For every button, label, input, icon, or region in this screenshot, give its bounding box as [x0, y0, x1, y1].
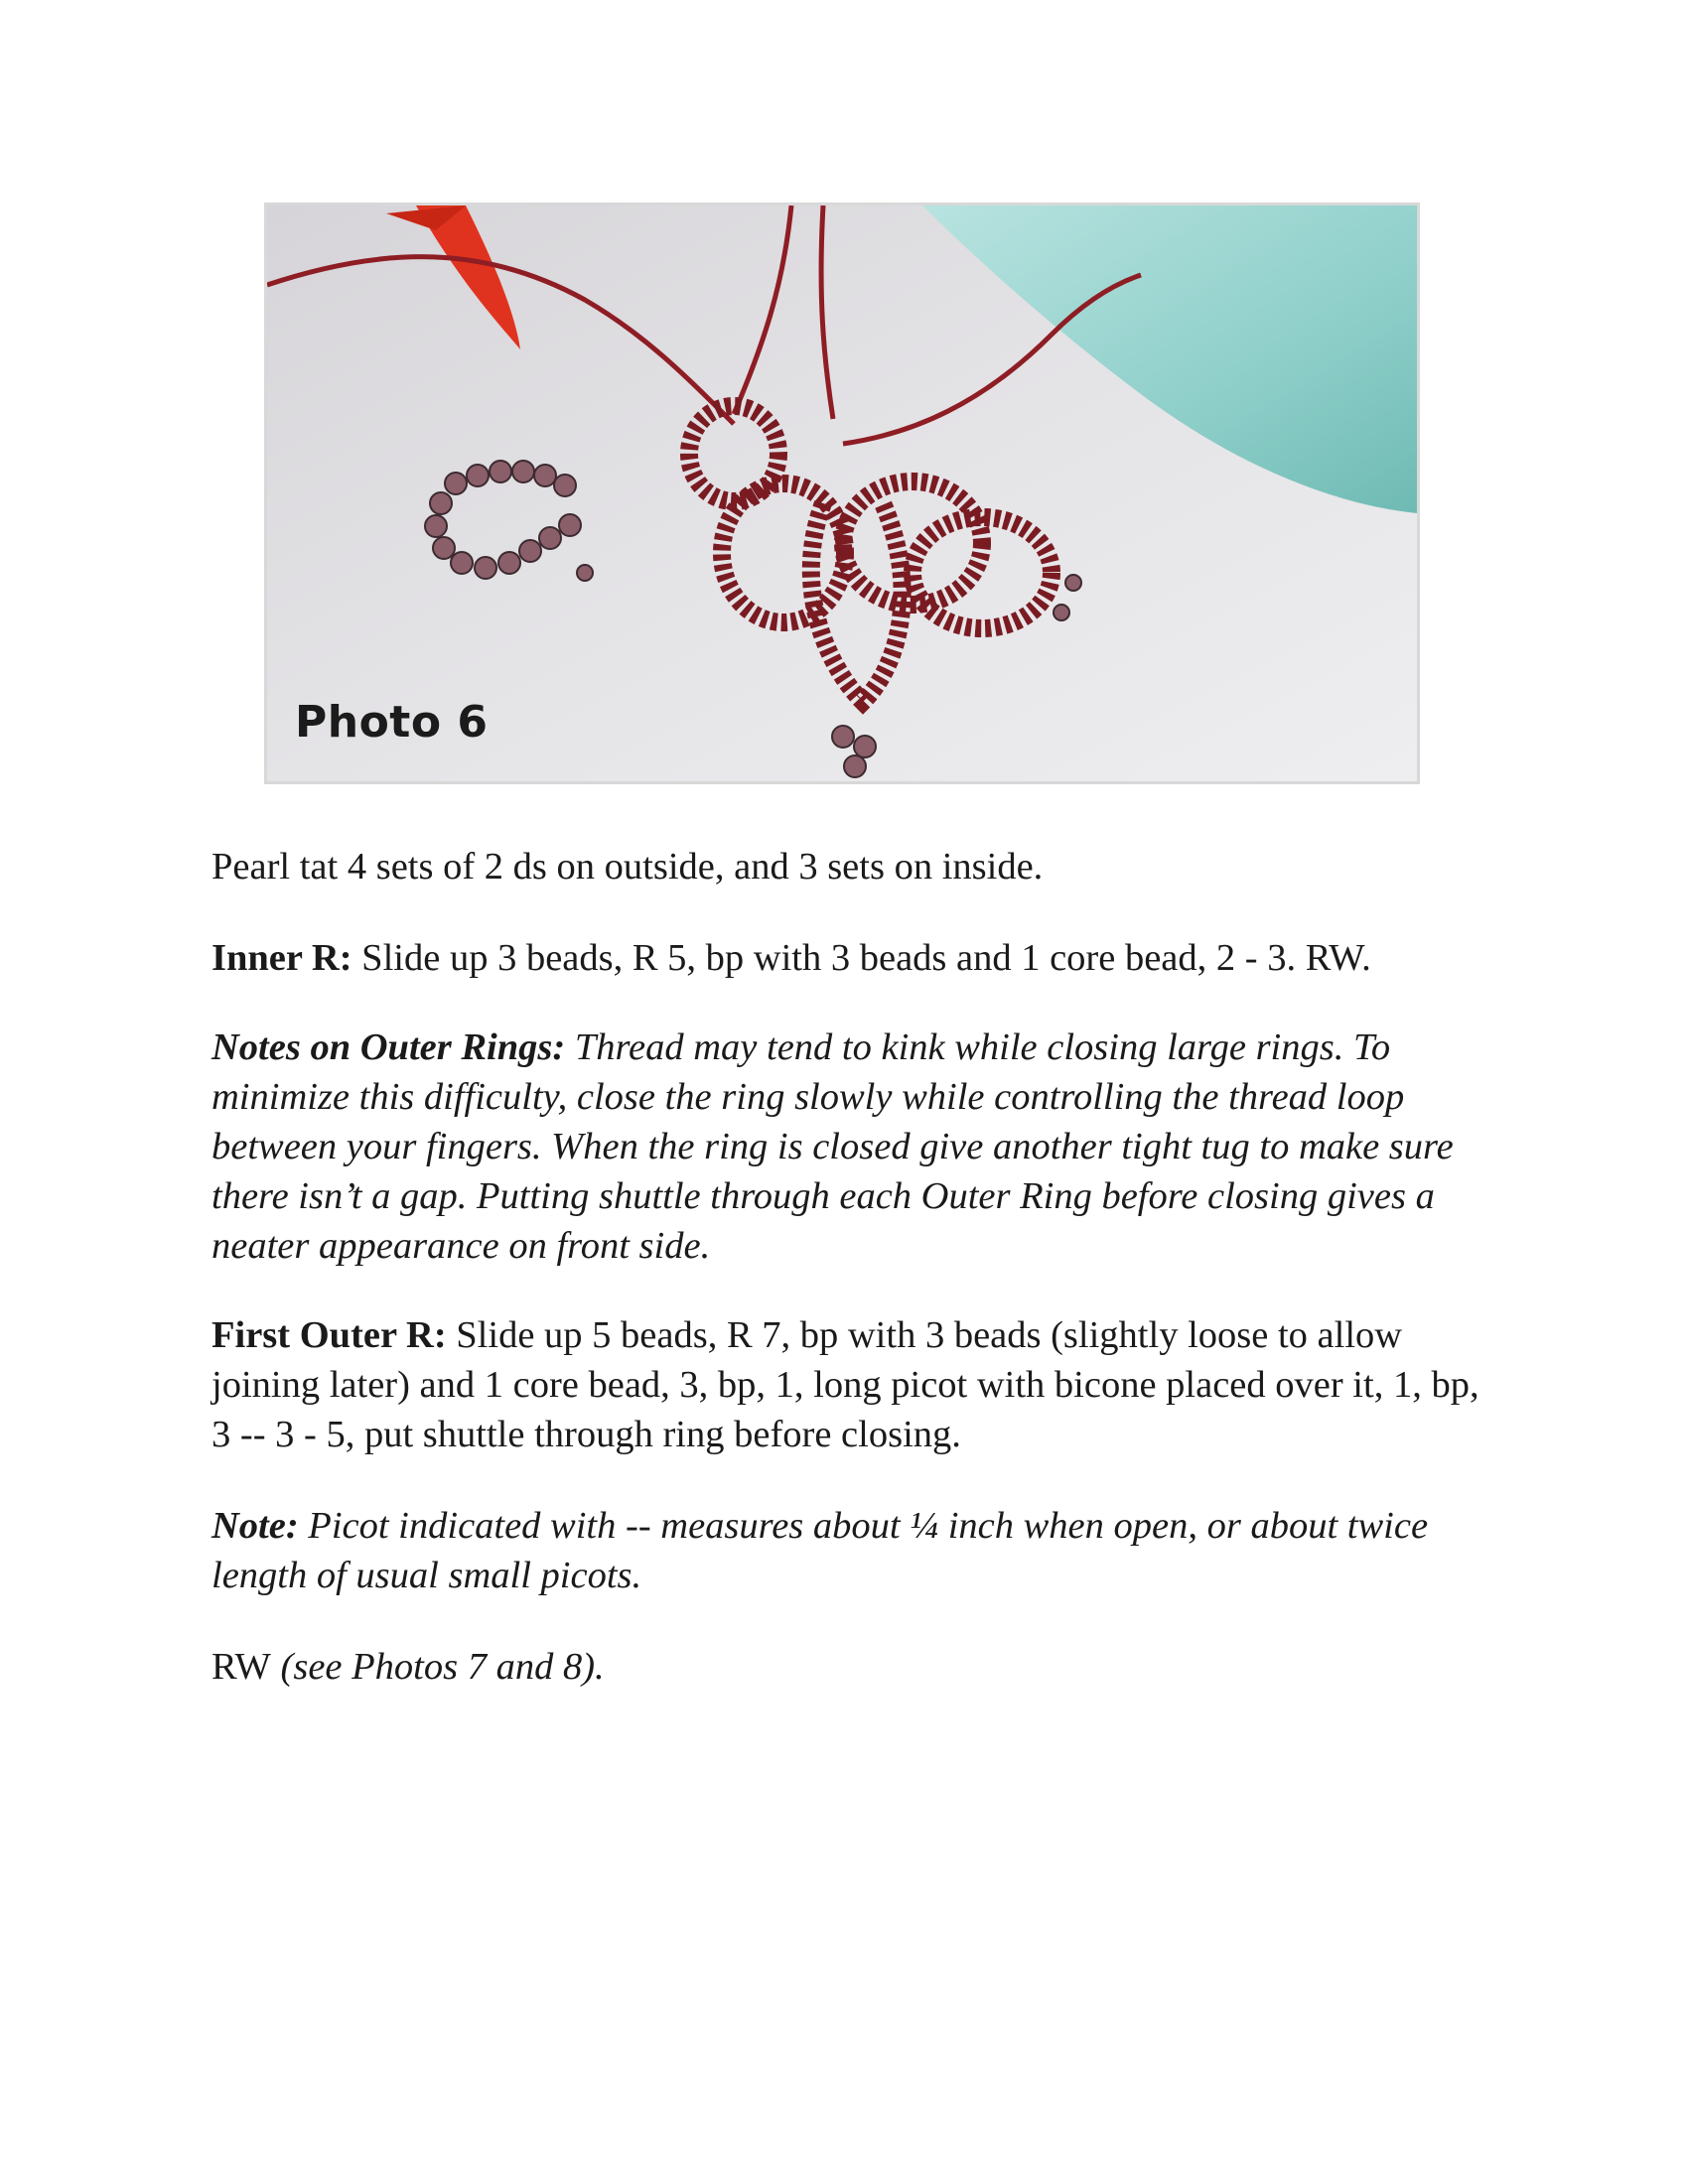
notes-outer-rings-heading: Notes on Outer Rings:: [211, 1026, 566, 1068]
note-text: Picot indicated with -- measures about ¼ inch when open, or about twice length of usual small picots.: [211, 1505, 1429, 1596]
pearl-tat-paragraph: Pearl tat 4 sets of 2 ds on outside, and 3 sets on inside.: [211, 846, 1044, 887]
rw-lead: RW: [211, 1646, 271, 1688]
first-outer-r-paragraph: [211, 1310, 1502, 1459]
rw-paragraph: [211, 1642, 1502, 1692]
inner-r-text: Slide up 3 beads, R 5, bp with 3 beads and 1 core bead, 2 - 3. RW.: [352, 937, 1371, 979]
note-paragraph: [211, 1501, 1502, 1600]
notes-outer-rings-text: Thread may tend to kink while closing large rings. To minimize this difficulty, close the ring slowly while controlling the thread loop between your fingers. When the ring is closed give another tight tug to make sure there isn’t a gap. Putting shuttle through each Outer Ring before closing gives a neater appearance on front side.: [211, 1026, 1454, 1267]
notes-outer-rings-paragraph: [211, 1023, 1502, 1271]
inner-r-heading: Inner R:: [211, 937, 352, 979]
photo-6-image: [264, 203, 1420, 784]
inner-r-paragraph: [211, 933, 1502, 983]
photo-caption-label: Photo 6: [295, 697, 489, 748]
note-heading: Note:: [211, 1505, 299, 1547]
first-outer-r-text: Slide up 5 beads, R 7, bp with 3 beads (slightly loose to allow joining later) and 1 core bead, 3, bp, 1, long picot with bicone placed over it, 1, bp, 3 -- 3 - 5, put shuttle through ring before closing.: [211, 1314, 1479, 1455]
rw-reference-text: (see Photos 7 and 8).: [270, 1646, 605, 1688]
tatting-photo-illustration: [267, 205, 1417, 781]
first-outer-r-heading: First Outer R:: [211, 1314, 447, 1356]
